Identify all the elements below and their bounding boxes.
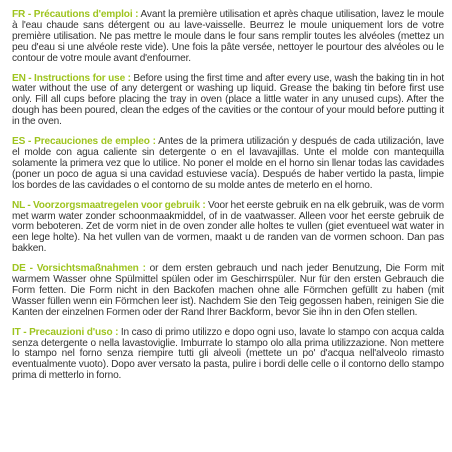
section-en (12, 74, 444, 129)
section-text-it: In caso di primo utilizzo e dopo ogni uso, lavate lo stampo con acqua calda senza detergente o nella lavastoviglie. Imburrate lo stampo olo alla prima utilizzazione. Non mettere lo stampo nel forno senza riempire tutti gli alveoli (mettete un po' d'acqua nell'alveolo rimasto eventualmente vuoto). Dopo aver versato la pasta, pulire i bordi delle celle o il contorno dello stampo prima di metterlo in forno. (12, 326, 444, 382)
section-heading-fr: FR - Précautions d'emploi : (12, 9, 139, 20)
section-it (12, 328, 444, 383)
section-text-en: Before using the first time and after every use, wash the baking tin in hot water without the use of any detergent or washing up liquid. Grease the baking tin before first use only. Fill all cups before placing the tray in oven (place a little water in any unused cups). After the dough has been poured, clean the edges of the cavities or the contour of your mould before putting it in the oven. (12, 72, 445, 128)
section-heading-nl: NL - Voorzorgsmaatregelen voor gebruik : (12, 199, 206, 211)
section-text-fr: Avant la première utilisation et après chaque utilisation, lavez le moule à l'eau chaude sans détergent ou au lave-vaisselle. Beurrez le moule uniquement lors de votre première utilisation. Ne pas mettre le moule dans le four sans remplir toutes les alvéoles (mettez un peu d'eau si une alvéole reste vide). Une fois la pâte versée, nettoyer le pourtour des alvéoles ou le contour de votre moule avant d'enfourner. (12, 9, 444, 64)
section-heading-it: IT - Precauzioni d'uso : (12, 326, 119, 338)
section-nl (12, 201, 444, 256)
section-es (12, 137, 444, 192)
section-de (12, 264, 444, 319)
section-heading-en: EN - Instructions for use : (12, 72, 131, 84)
section-text-nl: Voor het eerste gebruik en na elk gebruik, was de vorm met warm water zonder schoonmaakmiddel, of in de vaatwasser. Alleen voor het eerste gebruik de vorm beboteren. Zet de vorm niet in de oven zonder alle holtes te vullen (giet eventueel wat water in een lege holte). Na het vullen van de vormen, maakt u de randen van de vormen schoon. Dan pas bakken. (12, 199, 444, 255)
section-text-es: Antes de la primera utilización y después de cada utilización, lave el molde con agua caliente sin detergente o en el lavavajillas. Unte el molde con mantequilla solamente la primera vez que lo utilice. No poner el molde en el horno sin llenar todas las cavidades (poner un poco de agua si una cavidad estuviese vacía). Después de haber vertido la pasta, limpie los bordes de las cavidades o el contorno de su molde antes de meterlo en el horno. (12, 136, 444, 191)
section-heading-es: ES - Precauciones de empleo : (12, 136, 156, 148)
section-heading-de: DE - Vorsichtsmaßnahmen : (12, 263, 146, 275)
section-fr (12, 10, 444, 65)
section-text-de: or dem ersten gebrauch und nach jeder Benutzung, Die Form mit warmem Wasser ohne Spülmittel spülen oder im Geschirrspüler. Nur für den ersten Gebrauch die Form fetten. Die Form nicht in den Backofen machen ohne alle Förmchen gefüllt zu haben (mit Wasser füllen wenn ein Förmchen leer ist). Nachdem Sie den Teig gegossen haben, reinigen Sie die Kanten der einzelnen Formen oder der Rand Ihrer Backform, bevor Sie ihn in den Ofen stellen. (12, 263, 444, 318)
